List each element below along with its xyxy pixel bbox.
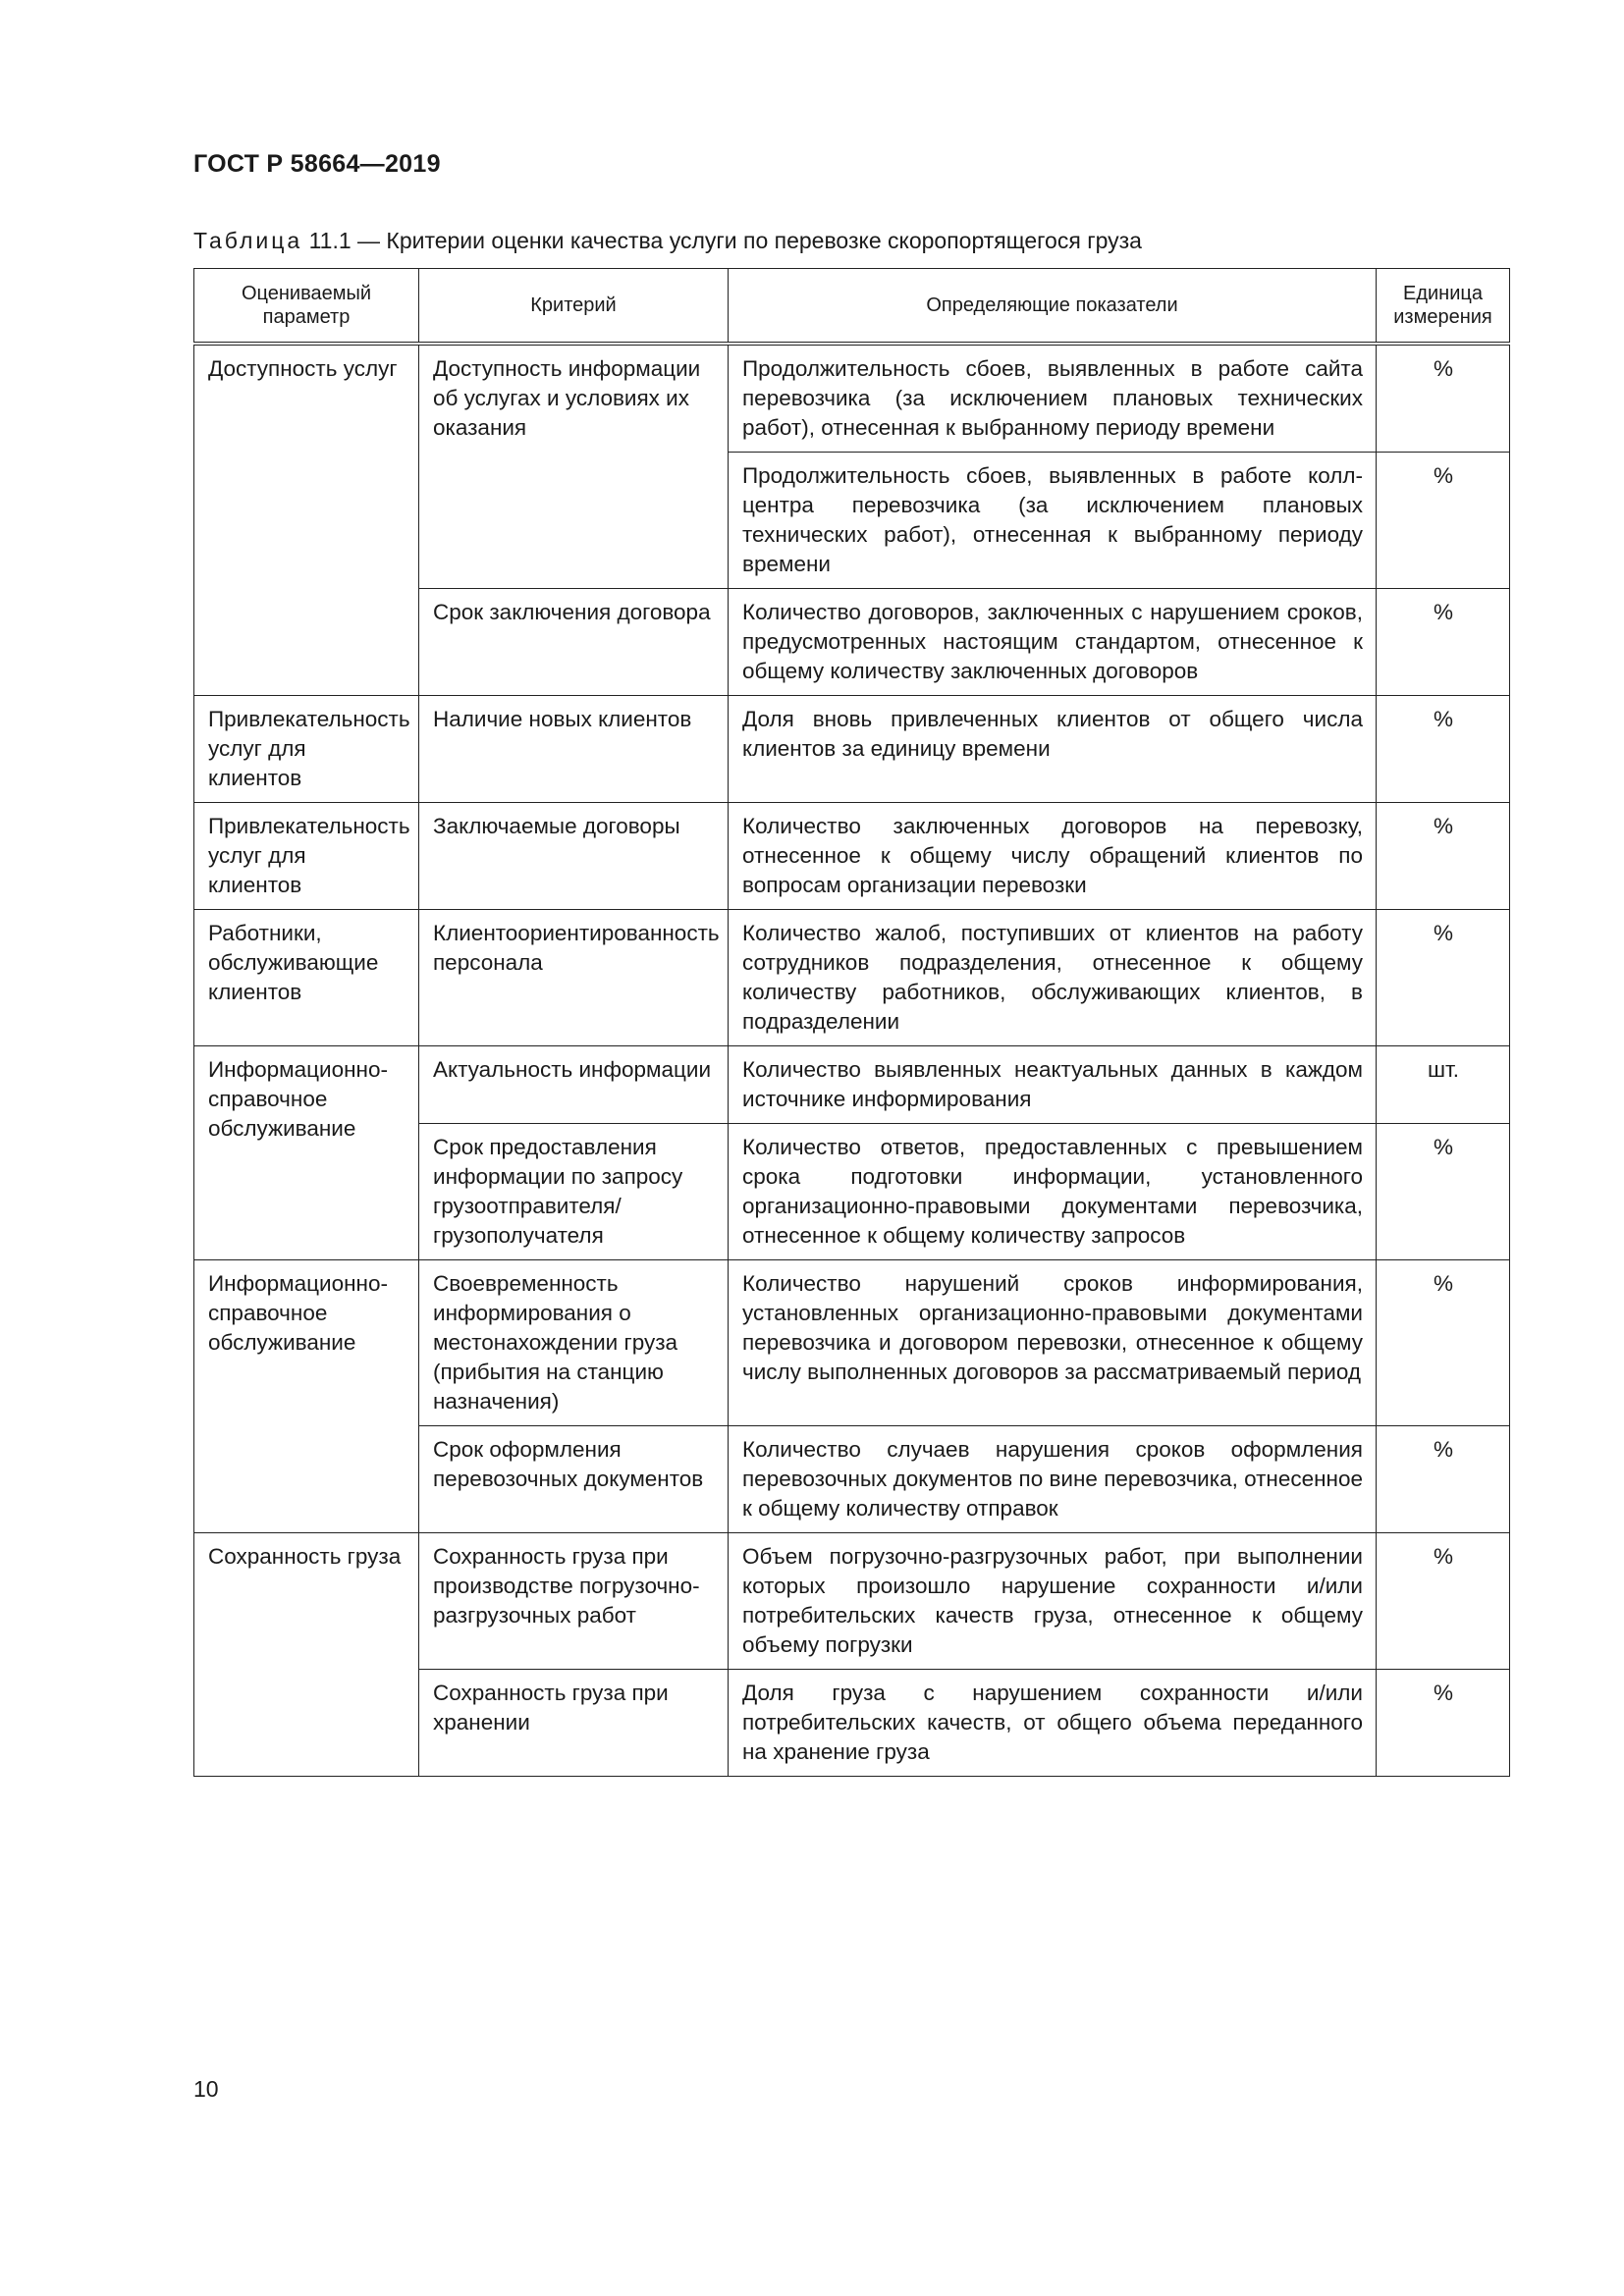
- table-caption-label: Таблица: [193, 228, 303, 253]
- unit-cell: %: [1377, 1670, 1510, 1777]
- indicator-cell: Количество жалоб, поступивших от клиентов на работу сотрудников подразделения, отнесенное к общему количеству работников, обслуживающих клиентов, в подразделении: [729, 910, 1377, 1046]
- indicator-cell: Количество заключенных договоров на перевозку, отнесенное к общему числу обращений клиентов по вопросам организации перевозки: [729, 803, 1377, 910]
- table-row: [194, 696, 1510, 803]
- parameter-cell: Работники, обслуживающие клиентов: [194, 910, 419, 1046]
- table-header-row: [194, 269, 1510, 345]
- table-row: [194, 1046, 1510, 1124]
- indicator-cell: Объем погрузочно-разгрузочных работ, при выполнении которых произошло нарушение сохранности и/или потребительских качеств груза, отнесенное к общему объему погрузки: [729, 1533, 1377, 1670]
- column-header-criterion: Критерий: [419, 269, 729, 345]
- unit-cell: %: [1377, 589, 1510, 696]
- indicator-cell: Доля вновь привлеченных клиентов от общего числа клиентов за единицу времени: [729, 696, 1377, 803]
- criterion-cell: Срок предоставления информации по запросу грузоотправителя/грузополучателя: [419, 1124, 729, 1260]
- column-header-indicators: Определяющие показатели: [729, 269, 1377, 345]
- unit-cell: %: [1377, 453, 1510, 589]
- indicator-cell: Количество договоров, заключенных с нарушением сроков, предусмотренных настоящим стандартом, отнесенное к общему количеству заключенных договоров: [729, 589, 1377, 696]
- unit-cell: %: [1377, 344, 1510, 453]
- criteria-table: [193, 268, 1510, 1777]
- unit-cell: %: [1377, 696, 1510, 803]
- criterion-cell: Своевременность информирования о местонахождении груза (прибытия на станцию назначения): [419, 1260, 729, 1426]
- table-caption-text: 11.1 — Критерии оценки качества услуги по перевозке скоропортящегося груза: [302, 228, 1142, 253]
- table-caption: [193, 228, 1142, 254]
- parameter-cell: Привлекательность услуг для клиентов: [194, 696, 419, 803]
- criterion-cell: Заключаемые договоры: [419, 803, 729, 910]
- indicator-cell: Количество случаев нарушения сроков оформления перевозочных документов по вине перевозчика, отнесенное к общему количеству отправок: [729, 1426, 1377, 1533]
- criterion-cell: Срок заключения договора: [419, 589, 729, 696]
- indicator-cell: Количество нарушений сроков информирования, установленных организационно-правовыми документами перевозчика и договором перевозки, отнесенное к общему числу выполненных договоров за рассматриваемый период: [729, 1260, 1377, 1426]
- unit-cell: %: [1377, 1426, 1510, 1533]
- indicator-cell: Продолжительность сбоев, выявленных в работе сайта перевозчика (за исключением плановых технических работ), отнесенная к выбранному периоду времени: [729, 344, 1377, 453]
- parameter-cell: Привлекательность услуг для клиентов: [194, 803, 419, 910]
- table-row: [194, 1533, 1510, 1670]
- criterion-cell: Актуальность информации: [419, 1046, 729, 1124]
- criterion-cell: Наличие новых клиентов: [419, 696, 729, 803]
- unit-cell: %: [1377, 1260, 1510, 1426]
- parameter-cell: Доступность услуг: [194, 344, 419, 696]
- indicator-cell: Продолжительность сбоев, выявленных в работе колл-центра перевозчика (за исключением плановых технических работ), отнесенная к выбранному периоду времени: [729, 453, 1377, 589]
- criterion-cell: Сохранность груза при хранении: [419, 1670, 729, 1777]
- table-row: [194, 910, 1510, 1046]
- criterion-cell: Доступность информации об услугах и условиях их оказания: [419, 344, 729, 589]
- criterion-cell: Клиентоориентированность персонала: [419, 910, 729, 1046]
- document-header: ГОСТ Р 58664—2019: [193, 150, 441, 178]
- unit-cell: %: [1377, 1124, 1510, 1260]
- column-header-parameter: Оцениваемый параметр: [194, 269, 419, 345]
- criterion-cell: Срок оформления перевозочных документов: [419, 1426, 729, 1533]
- column-header-unit: Единица измерения: [1377, 269, 1510, 345]
- table-row: [194, 803, 1510, 910]
- criterion-cell: Сохранность груза при производстве погрузочно-разгрузочных работ: [419, 1533, 729, 1670]
- indicator-cell: Доля груза с нарушением сохранности и/или потребительских качеств, от общего объема переданного на хранение груза: [729, 1670, 1377, 1777]
- parameter-cell: Сохранность груза: [194, 1533, 419, 1777]
- table-row: [194, 344, 1510, 453]
- unit-cell: %: [1377, 910, 1510, 1046]
- parameter-cell: Информационно-справочное обслуживание: [194, 1260, 419, 1533]
- unit-cell: %: [1377, 803, 1510, 910]
- parameter-cell: Информационно-справочное обслуживание: [194, 1046, 419, 1260]
- indicator-cell: Количество ответов, предоставленных с превышением срока подготовки информации, установленного организационно-правовыми документами перевозчика, отнесенное к общему количеству запросов: [729, 1124, 1377, 1260]
- table-row: [194, 1260, 1510, 1426]
- page-number: 10: [193, 2076, 219, 2102]
- unit-cell: %: [1377, 1533, 1510, 1670]
- indicator-cell: Количество выявленных неактуальных данных в каждом источнике информирования: [729, 1046, 1377, 1124]
- unit-cell: шт.: [1377, 1046, 1510, 1124]
